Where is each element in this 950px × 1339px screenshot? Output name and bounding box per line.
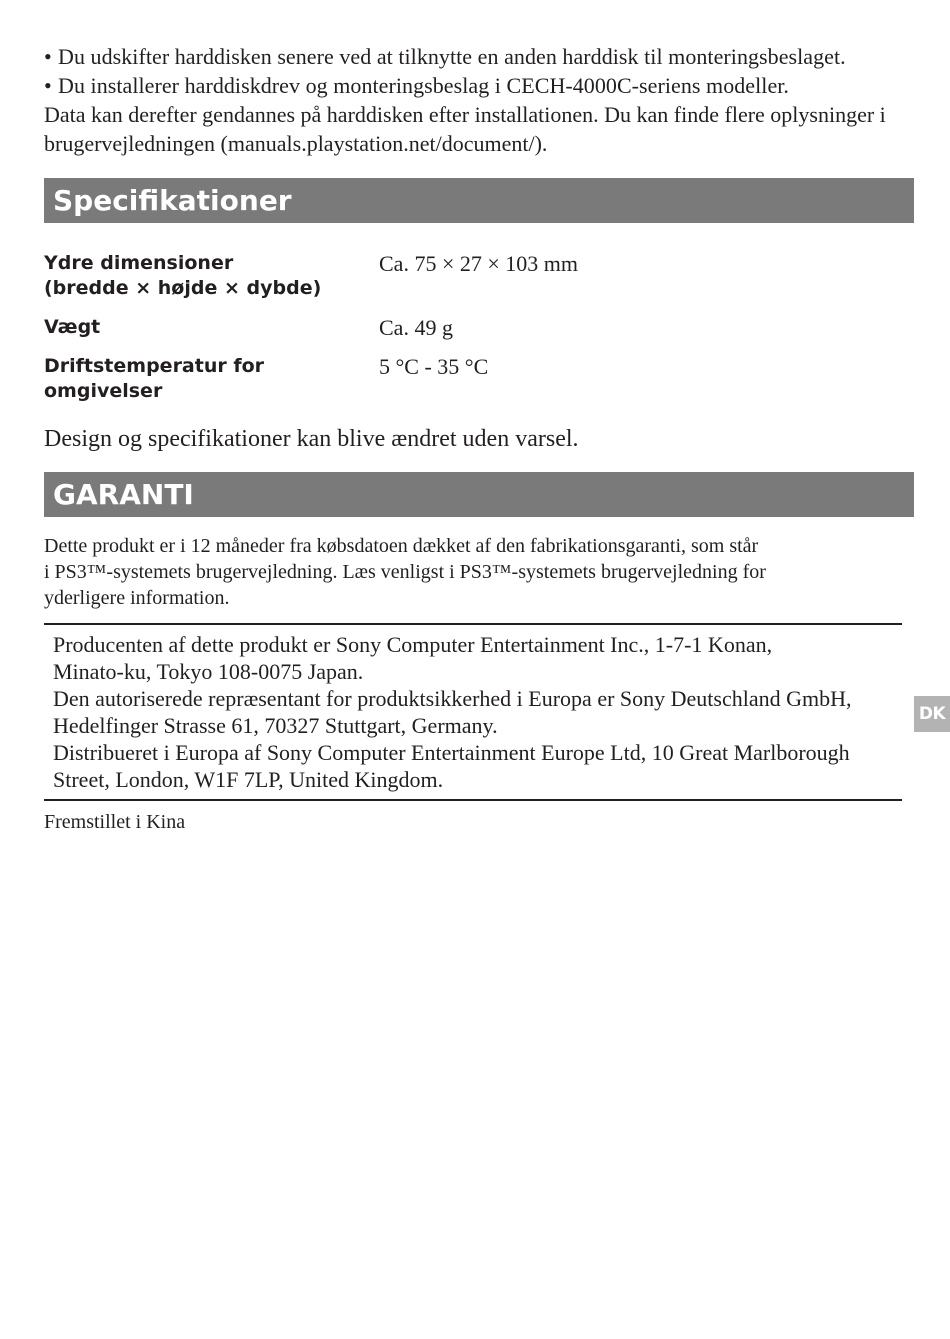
bullet-item [44, 71, 906, 100]
spec-label-line: Ydre dimensioner [44, 252, 234, 274]
spec-value: 5 °C - 35 °C [379, 354, 489, 379]
specifications-heading: Specifikationer [44, 178, 914, 223]
spec-value: Ca. 49 g [379, 315, 453, 340]
specifications-table [44, 251, 906, 404]
manufacturer-line: Producenten af dette produkt er Sony Computer Entertainment Inc., 1-7-1 Konan, [53, 632, 773, 657]
bullet-symbol: • [44, 73, 52, 98]
warranty-text [44, 533, 906, 611]
bullet-text-2: Du installerer harddiskdrev og monteringsbeslag i CECH-4000C-seriens modeller. [58, 73, 789, 98]
manufacturer-line: Hedelfinger Strasse 61, 70327 Stuttgart, Germany. [53, 713, 498, 738]
spec-label: Driftstemperatur for omgivelser [44, 355, 265, 402]
spec-row-dimensions [44, 251, 906, 301]
spec-label: Vægt [44, 316, 101, 338]
design-change-note: Design og specifikationer kan blive ændret uden varsel. [44, 426, 579, 452]
warranty-heading: GARANTI [44, 472, 914, 517]
spec-value: Ca. 75 × 27 × 103 mm [379, 251, 578, 276]
spec-label [44, 251, 379, 301]
warranty-text-line: i PS3™-systemets brugervejledning. Læs venligst i PS3™-systemets brugervejledning for [44, 561, 766, 583]
spec-row-weight [44, 315, 906, 340]
manufacturer-line: Den autoriserede repræsentant for produktsikkerhed i Europa er Sony Deutschland GmbH, [53, 686, 852, 711]
bullet-item [44, 42, 906, 71]
document-page [44, 42, 906, 835]
warranty-text-line: yderligere information. [44, 587, 230, 609]
made-in-text: Fremstillet i Kina [44, 811, 186, 833]
manufacturer-line: Minato-ku, Tokyo 108-0075 Japan. [53, 659, 364, 684]
bullet-symbol: • [44, 44, 52, 69]
spec-label-line: (bredde × højde × dybde) [44, 277, 322, 299]
manufacturer-line: Distribueret i Europa af Sony Computer Entertainment Europe Ltd, 10 Great Marlborough [53, 740, 850, 765]
manufacturer-info-box [44, 623, 902, 801]
warranty-text-line: Dette produkt er i 12 måneder fra købsdatoen dækket af den fabrikationsgaranti, som står [44, 535, 759, 557]
intro-paragraph: Data kan derefter gendannes på harddisken efter installationen. Du kan finde flere oplysninger i brugervejledningen (manuals.playstation.net/document/). [44, 102, 886, 156]
manufacturer-line: Street, London, W1F 7LP, United Kingdom. [53, 767, 444, 792]
language-tab-dk: DK [914, 696, 950, 732]
spec-row-temperature [44, 354, 906, 404]
bullet-text-1: Du udskifter harddisken senere ved at tilknytte en anden harddisk til monteringsbeslaget. [58, 44, 846, 69]
